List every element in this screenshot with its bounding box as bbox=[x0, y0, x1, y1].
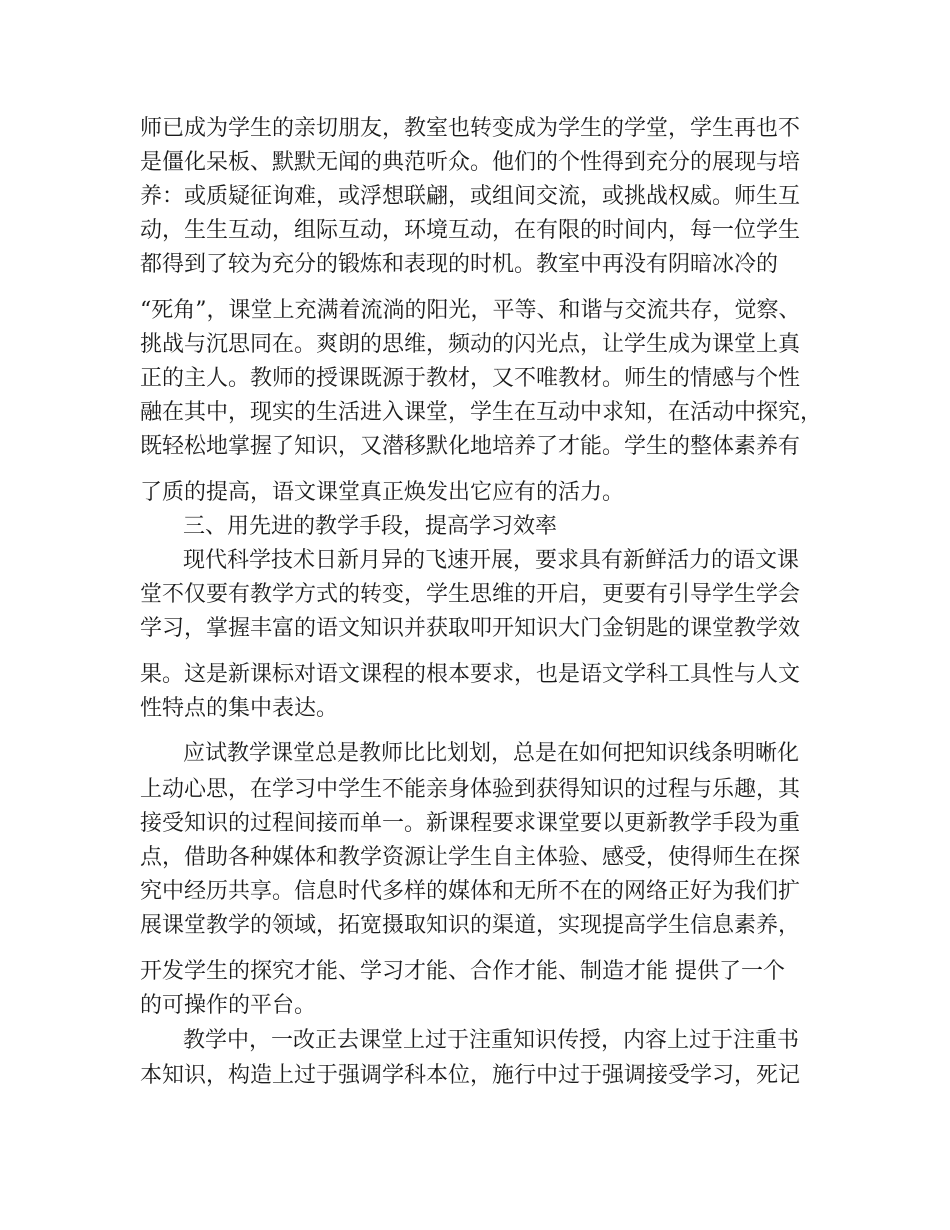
paragraph-line: 学习，掌握丰富的语文知识并获取叩开知识大门金钥匙的课堂教学效 bbox=[140, 616, 801, 641]
paragraph-line: 师已成为学生的亲切朋友，教室也转变成为学生的学堂，学生再也不 bbox=[140, 116, 801, 141]
paragraph-line: 了质的提高，语文课堂真正焕发出它应有的活力。 bbox=[140, 480, 625, 505]
paragraph-line: 既轻松地掌握了知识，又潜移默化地培养了才能。学生的整体素养有 bbox=[140, 434, 801, 459]
paragraph-line: 接受知识的过程间接而单一。新课程要求课堂要以更新教学手段为重 bbox=[140, 811, 801, 836]
paragraph-line: 动，生生互动，组际互动，环境互动，在有限的时间内，每一位学生 bbox=[140, 218, 801, 243]
paragraph-line: 上动心思，在学习中学生不能亲身体验到获得知识的过程与乐趣，其 bbox=[140, 777, 801, 802]
paragraph-line: 融在其中，现实的生活进入课堂，学生在互动中求知，在活动中探究， bbox=[140, 400, 823, 425]
paragraph-line: 展课堂教学的领域，拓宽摄取知识的渠道，实现提高学生信息素养， bbox=[140, 913, 801, 938]
paragraph-line: 究中经历共享。信息时代多样的媒体和无所不在的网络正好为我们扩 bbox=[140, 879, 801, 904]
paragraph-line: “死角”，课堂上充满着流淌的阳光，平等、和谐与交流共存，觉察、 bbox=[140, 298, 801, 323]
paragraph-line: 都得到了较为充分的锻炼和表现的时机。教室中再没有阴暗冰冷的 bbox=[140, 252, 779, 277]
paragraph-line: 养：或质疑征询难，或浮想联翩，或组间交流，或挑战权威。师生互 bbox=[140, 184, 801, 209]
section-heading: 三、用先进的教学手段，提高学习效率 bbox=[183, 514, 558, 539]
paragraph-line: 性特点的集中表达。 bbox=[140, 696, 339, 721]
paragraph-line: 开发学生的探究才能、学习才能、合作才能、制造才能 提供了一个 bbox=[140, 959, 785, 984]
paragraph-line: 挑战与沉思同在。爽朗的思维，频动的闪光点，让学生成为课堂上真 bbox=[140, 332, 801, 357]
paragraph-line: 现代科学技术日新月异的飞速开展，要求具有新鲜活力的语文课 bbox=[183, 548, 800, 573]
paragraph-line: 的可操作的平台。 bbox=[140, 993, 317, 1018]
paragraph-line: 正的主人。教师的授课既源于教材，又不唯教材。师生的情感与个性 bbox=[140, 366, 801, 391]
paragraph-line: 点，借助各种媒体和教学资源让学生自主体验、感受，使得师生在探 bbox=[140, 845, 801, 870]
paragraph-line: 堂不仅要有教学方式的转变，学生思维的开启，更要有引导学生学会 bbox=[140, 582, 801, 607]
paragraph-line: 应试教学课堂总是教师比比划划，总是在如何把知识线条明晰化 bbox=[183, 741, 800, 766]
paragraph-line: 本知识，构造上过于强调学科本位，施行中过于强调接受学习，死记 bbox=[140, 1063, 801, 1088]
paragraph-line: 是僵化呆板、默默无闻的典范听众。他们的个性得到充分的展现与培 bbox=[140, 150, 801, 175]
paragraph-line: 教学中，一改正去课堂上过于注重知识传授，内容上过于注重书 bbox=[183, 1028, 800, 1053]
paragraph-line: 果。这是新课标对语文课程的根本要求，也是语文学科工具性与人文 bbox=[140, 662, 801, 687]
